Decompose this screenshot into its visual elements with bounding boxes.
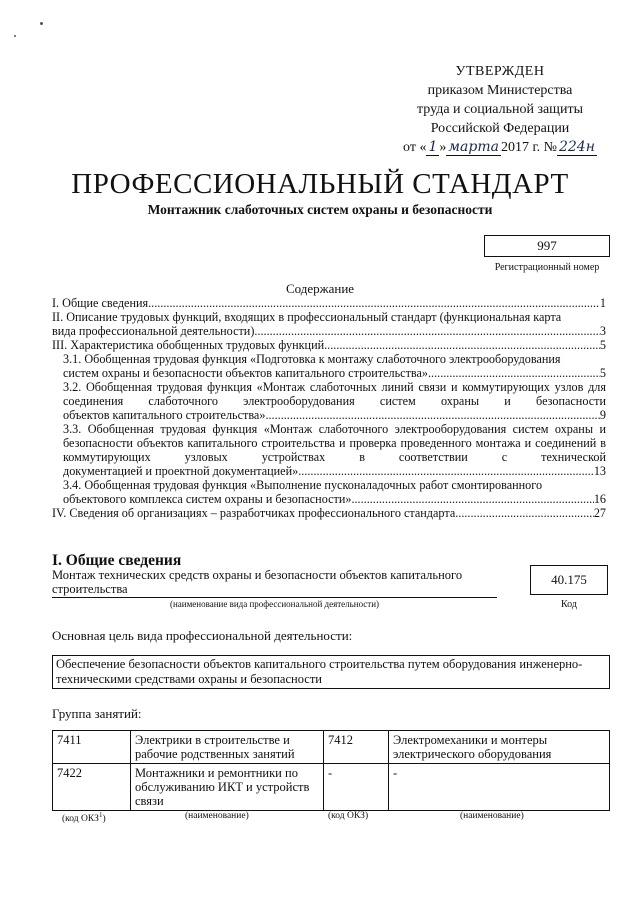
toc-item-text: объектового комплекса систем охраны и безопасности» bbox=[63, 492, 352, 506]
toc-leader bbox=[254, 324, 600, 338]
table-caption bbox=[62, 811, 106, 824]
scan-speck bbox=[40, 22, 43, 25]
occupation-name-cell: Электромеханики и монтеры электрического оборудования bbox=[389, 731, 610, 764]
toc-item-text: 3.4. Обобщенная трудовая функция «Выполнение пусконаладочных работ смонтированного bbox=[63, 478, 543, 492]
toc-item[interactable] bbox=[52, 506, 606, 520]
document-subtitle: Монтажник слаботочных систем охраны и безопасности bbox=[147, 202, 493, 217]
okz-code-cell: 7412 bbox=[324, 731, 389, 764]
occupation-name-cell: - bbox=[389, 764, 610, 811]
toc-item-text: 3.2. Обобщенная трудовая функция «Монтаж слаботочных линий связи и коммутирующих узлов для соединения слаботочного электрооборудования систем охраны и безопасности bbox=[63, 380, 606, 408]
approval-title: УТВЕРЖДЕН bbox=[455, 64, 545, 79]
toc-item[interactable] bbox=[52, 380, 606, 422]
toc-item-text: объектов капитального строительства» bbox=[63, 408, 266, 422]
toc-item-text: II. Описание трудовых функций, входящих в профессиональный стандарт (функциональная карта bbox=[52, 310, 562, 324]
toc-leader bbox=[265, 408, 599, 422]
toc-item-text: 3.3. Обобщенная трудовая функция «Монтаж слаботочного электрооборудования систем охраны и безопасности объектов капитального строительства и проверка проведенного монтажа и соединений в коммутирующих узловых устройствах в соответствии с технической bbox=[63, 422, 606, 464]
toc-page: 16 bbox=[593, 492, 606, 506]
toc-page: 27 bbox=[593, 506, 606, 520]
okz-code-cell: 7411 bbox=[53, 731, 131, 764]
table-caption: (наименование) bbox=[460, 811, 524, 821]
activity-code-label: Код bbox=[561, 599, 577, 610]
toc-leader bbox=[428, 366, 600, 380]
toc-item[interactable] bbox=[52, 338, 606, 352]
toc-leader bbox=[351, 492, 593, 506]
approval-date-line bbox=[380, 138, 620, 157]
toc-page: 5 bbox=[599, 366, 606, 380]
date-prefix: от « bbox=[403, 140, 427, 155]
date-quote: » bbox=[439, 140, 447, 155]
toc-item[interactable] bbox=[52, 310, 606, 338]
activity-code-box: 40.175 bbox=[530, 565, 608, 595]
handwritten-month: марта bbox=[448, 139, 499, 155]
date-year: 2017 г. № bbox=[500, 140, 557, 155]
approval-line: приказом Министерства bbox=[427, 83, 573, 98]
table-caption: (код ОКЗ) bbox=[328, 811, 369, 821]
toc-page: 5 bbox=[599, 338, 606, 352]
activity-name: Монтаж технических средств охраны и безопасности объектов капитального строительства bbox=[52, 568, 497, 598]
toc-leader bbox=[148, 296, 600, 310]
toc-item-text: документацией и проектной документацией» bbox=[63, 464, 299, 478]
okz-code-cell: - bbox=[324, 764, 389, 811]
toc-item-text: I. Общие сведения bbox=[52, 296, 149, 310]
toc-page: 1 bbox=[599, 296, 606, 310]
table-row bbox=[53, 731, 610, 764]
toc-item-text: III. Характеристика обобщенных трудовых функций bbox=[52, 338, 325, 352]
caption-text: ) bbox=[102, 814, 106, 825]
occupation-name-cell: Монтажники и ремонтники по обслуживанию ИКТ и устройств связи bbox=[131, 764, 324, 811]
toc-leader bbox=[298, 464, 594, 478]
scan-speck bbox=[14, 35, 16, 37]
toc-heading: Содержание bbox=[285, 281, 355, 296]
toc-item[interactable] bbox=[52, 296, 606, 310]
toc-item-text: IV. Сведения об организациях – разработчиках профессионального стандарта bbox=[52, 506, 456, 520]
document-title: ПРОФЕССИОНАЛЬНЫЙ СТАНДАРТ bbox=[71, 168, 569, 200]
toc-item-text: вида профессиональной деятельности) bbox=[52, 324, 255, 338]
toc-item[interactable] bbox=[52, 352, 606, 380]
section-heading: I. Общие сведения bbox=[52, 552, 182, 569]
approval-block bbox=[380, 62, 620, 157]
toc-page: 13 bbox=[593, 464, 606, 478]
okz-code-cell: 7422 bbox=[53, 764, 131, 811]
toc-item-text: 3.1. Обобщенная трудовая функция «Подготовка к монтажу слаботочного электрооборудования bbox=[63, 352, 561, 366]
handwritten-day: 1 bbox=[428, 139, 438, 155]
toc-leader bbox=[324, 338, 600, 352]
toc-page: 9 bbox=[599, 408, 606, 422]
toc-item[interactable] bbox=[52, 422, 606, 478]
toc-page: 3 bbox=[599, 324, 606, 338]
footnote-mark: 1 bbox=[98, 811, 103, 819]
approval-line: труда и социальной защиты bbox=[417, 102, 583, 117]
table-row bbox=[53, 764, 610, 811]
handwritten-order-number: 224н bbox=[558, 139, 595, 155]
toc-item[interactable] bbox=[52, 478, 606, 506]
toc-leader bbox=[455, 506, 594, 520]
goal-box: Обеспечение безопасности объектов капитального строительства путем оборудования инженерно-техническими средствами охраны и безопасности bbox=[52, 655, 610, 689]
occupation-name-cell: Электрики в строительстве и рабочие родственных занятий bbox=[131, 731, 324, 764]
registration-number-box: 997 bbox=[484, 235, 610, 257]
registration-number-label: Регистрационный номер bbox=[494, 262, 600, 273]
approval-line: Российской Федерации bbox=[430, 121, 570, 136]
table-of-contents bbox=[52, 296, 606, 520]
group-label: Группа занятий: bbox=[52, 706, 142, 721]
caption-text: (код ОКЗ bbox=[62, 814, 99, 825]
goal-label: Основная цель вида профессиональной деятельности: bbox=[52, 628, 353, 643]
activity-caption: (наименование вида профессиональной деятельности) bbox=[169, 599, 380, 609]
occupation-group-table bbox=[52, 730, 610, 811]
toc-item-text: систем охраны и безопасности объектов капитального строительства» bbox=[63, 366, 428, 380]
table-caption: (наименование) bbox=[185, 811, 249, 821]
